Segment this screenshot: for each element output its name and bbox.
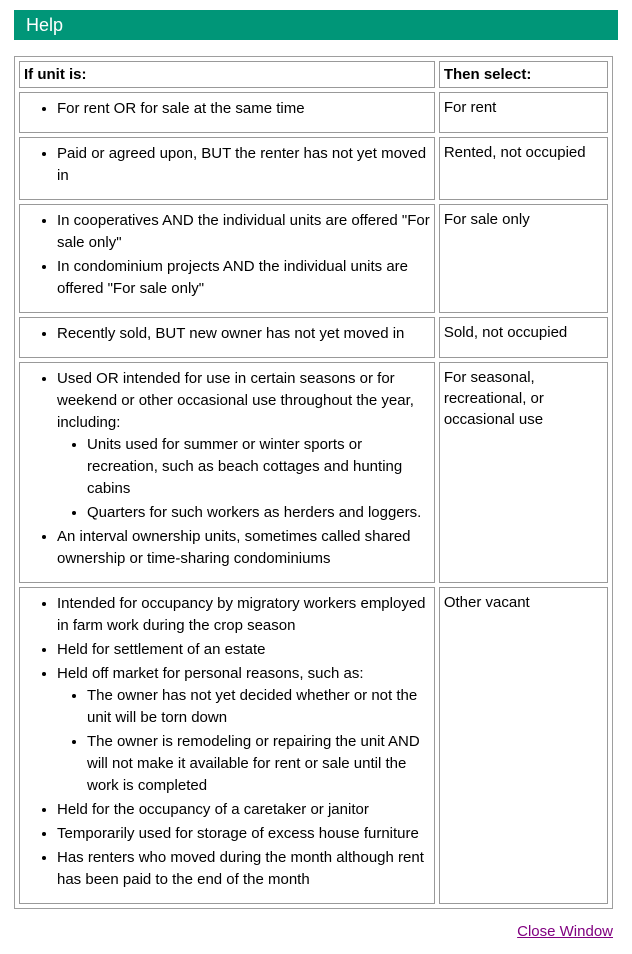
help-titlebar (14, 10, 618, 40)
table-row (19, 362, 608, 583)
selection-cell: For sale only (439, 204, 608, 313)
selection-cell: Other vacant (439, 587, 608, 904)
condition-item: • Temporarily used for storage of excess house furniture (57, 823, 430, 845)
condition-subitem: • The owner is remodeling or repairing the unit AND will not make it available for rent or sale until the work is completed (87, 731, 430, 797)
condition-item: • Held off market for personal reasons, such as: • The owner has not yet decided whether or not the unit will be torn down • The owner is remodeling or repairing the unit AND will not make it available for rent or sale until the work is completed (57, 663, 430, 797)
condition-subitem: • Quarters for such workers as herders and loggers. (87, 502, 430, 524)
condition-item: • In cooperatives AND the individual units are offered "For sale only" (57, 210, 430, 254)
selection-cell: For rent (439, 92, 608, 133)
condition-item: • Used OR intended for use in certain seasons or for weekend or other occasional use throughout the year, including: • Units used for summer or winter sports or recreation, such as beach cottages and hunting cabins • Quarters for such workers as herders and loggers. (57, 368, 430, 524)
selection-cell: Rented, not occupied (439, 137, 608, 200)
table-row (19, 317, 608, 358)
condition-cell (19, 137, 435, 200)
condition-item: • Has renters who moved during the month although rent has been paid to the end of the month (57, 847, 430, 891)
help-table (14, 56, 613, 909)
table-row (19, 204, 608, 313)
condition-item: • In condominium projects AND the individual units are offered "For sale only" (57, 256, 430, 300)
condition-cell (19, 362, 435, 583)
condition-item: • Held for the occupancy of a caretaker or janitor (57, 799, 430, 821)
col-header-selection: Then select: (439, 61, 608, 88)
col-header-condition: If unit is: (19, 61, 435, 88)
condition-item: • Paid or agreed upon, BUT the renter has not yet moved in (57, 143, 430, 187)
condition-subitem: • The owner has not yet decided whether or not the unit will be torn down (87, 685, 430, 729)
condition-item: • Held for settlement of an estate (57, 639, 430, 661)
selection-cell: For seasonal, recreational, or occasional use (439, 362, 608, 583)
table-row (19, 587, 608, 904)
condition-cell (19, 92, 435, 133)
condition-item: • Recently sold, BUT new owner has not yet moved in (57, 323, 430, 345)
help-title: Help (26, 15, 64, 35)
header-row (19, 61, 608, 88)
condition-cell (19, 204, 435, 313)
condition-subitem: • Units used for summer or winter sports or recreation, such as beach cottages and hunting cabins (87, 434, 430, 500)
table-row (19, 137, 608, 200)
table-row (19, 92, 608, 133)
condition-cell (19, 587, 435, 904)
condition-item: • For rent OR for sale at the same time (57, 98, 430, 120)
condition-item: • Intended for occupancy by migratory workers employed in farm work during the crop season (57, 593, 430, 637)
condition-cell (19, 317, 435, 358)
footer (14, 923, 613, 940)
condition-item: • An interval ownership units, sometimes called shared ownership or time-sharing condominiums (57, 526, 430, 570)
close-window-link[interactable]: Close Window (517, 923, 613, 940)
selection-cell: Sold, not occupied (439, 317, 608, 358)
